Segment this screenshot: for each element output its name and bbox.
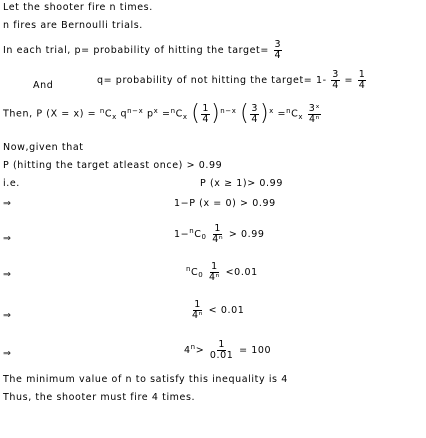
fraction: $\frac{3}{4}$ (274, 39, 282, 61)
text-line: Now,given that (3, 142, 84, 153)
implies-arrow: ⇒ (3, 310, 12, 321)
implies-arrow: ⇒ (3, 348, 12, 359)
probability-q-line: q= probability of not hitting the target= 1- $\frac{3}{4}$ = $\frac{1}{4}$ (97, 69, 366, 91)
text-line: P (hitting the target atleast once) > 0.99 (3, 160, 223, 171)
probability-p-line: In each trial, p= probability of hitting the target= $\frac{3}{4}$ (3, 39, 282, 61)
step-6: $4^n>$ $\frac{1}{0.01}$ = 100 (184, 339, 272, 361)
binomial-formula: Then, P $(X = x) = ^nC_x$ $q^{n-x}$ $p^x =^nC_x$ ( $\frac{1}{4}$ )$^{n-x}$ ( $\frac{3}{4}$ )$^x =^nC_x$ $\frac{\text{3ˣ}}{\text{4ⁿ}}$ (3, 101, 321, 126)
step-5: $\frac{1}{\text{4ⁿ}}$ < 0.01 (192, 299, 245, 321)
step-2: 1−P (x = 0) > 0.99 (174, 198, 276, 209)
implies-arrow: ⇒ (3, 198, 12, 209)
step-3: $1-^nC_0$ $\frac{1}{\text{4ⁿ}}$ > 0.99 (174, 223, 265, 245)
conclusion-line: Thus, the shooter must fire 4 times. (3, 392, 196, 403)
ie-label: i.e. (3, 178, 20, 189)
step-4: $^nC_0$ $\frac{1}{\text{4ⁿ}}$ <0.01 (186, 261, 258, 283)
conclusion-line: The minimum value of n to satisfy this inequality is 4 (3, 374, 288, 385)
implies-arrow: ⇒ (3, 233, 12, 244)
and-label: And (33, 80, 54, 91)
implies-arrow: ⇒ (3, 269, 12, 280)
text-line: n fires are Bernoulli trials. (3, 20, 143, 31)
text-line: Let the shooter fire n times. (3, 2, 153, 13)
step-1: P (x ≥ 1)> 0.99 (200, 178, 283, 189)
